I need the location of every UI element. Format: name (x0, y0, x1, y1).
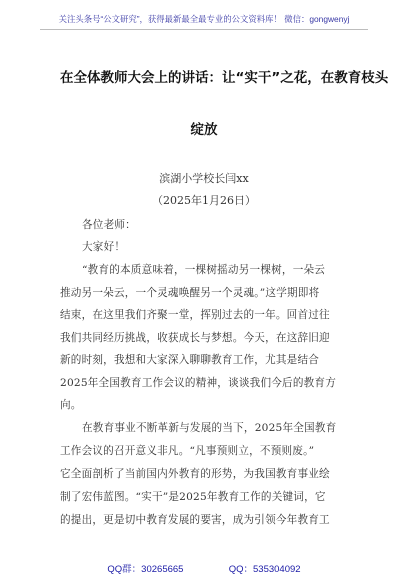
body-line: 在教育事业不断革新与发展的当下，2025年全国教育 (82, 422, 337, 434)
document-title-line-2: 绽放 (190, 122, 218, 138)
footer-contacts (0, 561, 408, 575)
body-line: 推动另一朵云，一个灵魂唤醒另一个灵魂。”这学期即将 (60, 287, 320, 299)
body-line: 的提出，更是切中教育发展的要害，成为引领今年教育工 (60, 514, 330, 526)
salutation: 各位老师： (82, 219, 136, 231)
header-banner: 关注头条号“公文研究”，获得最新最全最专业的公文资料库！ 微信：gongwenyj (58, 14, 350, 24)
footer-qq: QQ：535304092 (228, 564, 301, 575)
author-line: 滨湖小学校长闫xx (159, 172, 249, 185)
body-line: 制了宏伟蓝图。“实干”是2025年教育工作的关键词，它 (60, 491, 326, 503)
body-line: 新的时刻，我想和大家深入聊聊教育工作，尤其是结合 (60, 354, 320, 366)
body-line: 向。 (60, 399, 82, 411)
body-line: 2025年全国教育工作会议的精神，谈谈我们今后的教育方 (60, 377, 337, 389)
body-line: 结束，在这里我们齐聚一堂，挥别过去的一年。回首过往 (60, 309, 330, 321)
header-divider (40, 29, 368, 30)
footer-qq-group: QQ群：30265665 (107, 564, 184, 575)
greeting: 大家好！ (82, 241, 126, 253)
date-line: （2025年1月26日） (152, 194, 256, 207)
document-title-line-1: 在全体教师大会上的讲话：让“实干”之花，在教育枝头 (60, 70, 389, 86)
body-line: 我们共同经历挑战，收获成长与梦想。今天，在这辞旧迎 (60, 332, 330, 344)
body-line: 工作会议的召开意义非凡。“凡事预则立，不预则废。” (60, 445, 315, 457)
body-line: “教育的本质意味着，一棵树摇动另一棵树，一朵云 (82, 264, 326, 276)
body-line: 它全面剖析了当前国内外教育的形势，为我国教育事业绘 (60, 468, 330, 480)
